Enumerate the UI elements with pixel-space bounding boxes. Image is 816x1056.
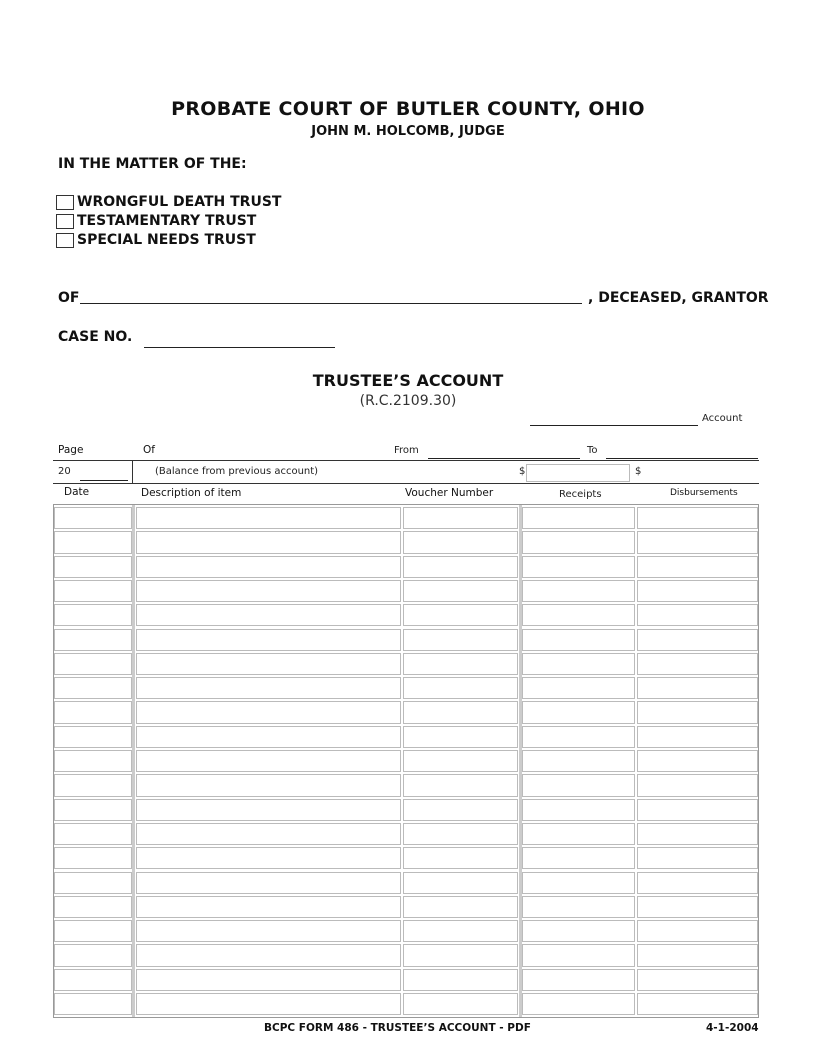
ledger-disbursements-cell[interactable] xyxy=(637,872,758,894)
ledger-date-cell[interactable] xyxy=(54,701,132,723)
receipts-column-header: Receipts xyxy=(559,489,602,500)
wrongful-death-checkbox[interactable] xyxy=(56,195,74,210)
account-title: TRUSTEE’S ACCOUNT xyxy=(312,371,504,390)
ledger-disbursements-cell[interactable] xyxy=(637,847,758,869)
ledger-date-cell[interactable] xyxy=(54,531,132,553)
ledger-voucher-cell[interactable] xyxy=(403,896,518,918)
ledger-date-cell[interactable] xyxy=(54,993,132,1015)
ledger-disbursements-cell[interactable] xyxy=(637,604,758,626)
ledger-date-cell[interactable] xyxy=(54,726,132,748)
ledger-description-cell[interactable] xyxy=(136,653,401,675)
ledger-disbursements-cell[interactable] xyxy=(637,896,758,918)
header-column-divider xyxy=(132,461,133,483)
account-label: Account xyxy=(702,413,743,424)
ledger-date-cell[interactable] xyxy=(54,920,132,942)
of-label: OF xyxy=(58,290,80,306)
ledger-voucher-cell[interactable] xyxy=(403,969,518,991)
ledger-description-cell[interactable] xyxy=(136,507,401,529)
year-field[interactable] xyxy=(80,466,128,481)
ledger-disbursements-cell[interactable] xyxy=(637,823,758,845)
ledger-voucher-cell[interactable] xyxy=(403,580,518,602)
ledger-disbursements-cell[interactable] xyxy=(637,556,758,578)
wrongful-death-label: WRONGFUL DEATH TRUST xyxy=(77,194,282,210)
ledger-description-cell[interactable] xyxy=(136,580,401,602)
ledger-voucher-cell[interactable] xyxy=(403,774,518,796)
ledger-voucher-cell[interactable] xyxy=(403,993,518,1015)
ledger-description-cell[interactable] xyxy=(136,531,401,553)
ledger-disbursements-cell[interactable] xyxy=(637,774,758,796)
ledger-receipts-cell[interactable] xyxy=(522,629,635,651)
ledger-description-cell[interactable] xyxy=(136,774,401,796)
ledger-description-cell[interactable] xyxy=(136,799,401,821)
ledger-voucher-cell[interactable] xyxy=(403,507,518,529)
court-title: PROBATE COURT OF BUTLER COUNTY, OHIO xyxy=(171,98,645,120)
ledger-date-cell[interactable] xyxy=(54,969,132,991)
dollar-sign-receipts: $ xyxy=(519,466,526,477)
ledger-date-cell[interactable] xyxy=(54,629,132,651)
from-label: From xyxy=(394,445,419,456)
ledger-voucher-cell[interactable] xyxy=(403,750,518,772)
page-of-label: Of xyxy=(143,444,155,456)
ledger-date-cell[interactable] xyxy=(54,896,132,918)
ledger-description-cell[interactable] xyxy=(136,993,401,1015)
ledger-voucher-cell[interactable] xyxy=(403,556,518,578)
ledger-description-cell[interactable] xyxy=(136,629,401,651)
from-date-field[interactable] xyxy=(428,444,580,459)
ledger-voucher-cell[interactable] xyxy=(403,653,518,675)
trust-option-testamentary[interactable] xyxy=(56,213,256,229)
ledger-disbursements-cell[interactable] xyxy=(637,726,758,748)
ledger-description-cell[interactable] xyxy=(136,944,401,966)
ledger-description-cell[interactable] xyxy=(136,556,401,578)
page-label: Page xyxy=(58,444,84,456)
ledger-receipts-cell[interactable] xyxy=(522,774,635,796)
ledger-voucher-cell[interactable] xyxy=(403,726,518,748)
ledger-receipts-cell[interactable] xyxy=(522,677,635,699)
header-divider-top xyxy=(53,460,759,461)
ledger-description-cell[interactable] xyxy=(136,701,401,723)
ledger-description-cell[interactable] xyxy=(136,872,401,894)
ledger-disbursements-cell[interactable] xyxy=(637,920,758,942)
ledger-voucher-cell[interactable] xyxy=(403,531,518,553)
ledger-receipts-cell[interactable] xyxy=(522,701,635,723)
matter-label: IN THE MATTER OF THE: xyxy=(58,156,247,172)
grantor-name-field[interactable] xyxy=(80,287,582,304)
ledger-disbursements-cell[interactable] xyxy=(637,993,758,1015)
ledger-receipts-cell[interactable] xyxy=(522,969,635,991)
form-identifier: BCPC FORM 486 - TRUSTEE’S ACCOUNT - PDF xyxy=(264,1022,531,1034)
ledger-receipts-cell[interactable] xyxy=(522,823,635,845)
ledger-receipts-cell[interactable] xyxy=(522,920,635,942)
ledger-receipts-cell[interactable] xyxy=(522,726,635,748)
ledger-disbursements-cell[interactable] xyxy=(637,580,758,602)
ledger-voucher-cell[interactable] xyxy=(403,604,518,626)
to-date-field[interactable] xyxy=(606,444,758,459)
special-needs-label: SPECIAL NEEDS TRUST xyxy=(77,232,256,248)
ledger-date-cell[interactable] xyxy=(54,556,132,578)
ledger-date-cell[interactable] xyxy=(54,847,132,869)
ledger-disbursements-cell[interactable] xyxy=(637,629,758,651)
disbursements-column-header: Disbursements xyxy=(670,488,738,498)
testamentary-checkbox[interactable] xyxy=(56,214,74,229)
to-label: To xyxy=(587,445,598,456)
trust-option-wrongful-death[interactable] xyxy=(56,194,281,210)
ledger-voucher-cell[interactable] xyxy=(403,823,518,845)
ledger-date-cell[interactable] xyxy=(54,774,132,796)
ledger-date-cell[interactable] xyxy=(54,944,132,966)
ledger-voucher-cell[interactable] xyxy=(403,872,518,894)
case-number-field[interactable] xyxy=(144,330,335,348)
ledger-description-cell[interactable] xyxy=(136,750,401,772)
judge-name: JOHN M. HOLCOMB, JUDGE xyxy=(311,124,505,139)
ledger-voucher-cell[interactable] xyxy=(403,701,518,723)
ledger-receipts-cell[interactable] xyxy=(522,580,635,602)
date-column-divider xyxy=(132,505,135,1017)
ledger-disbursements-cell[interactable] xyxy=(637,653,758,675)
description-column-header: Description of item xyxy=(141,487,242,499)
testamentary-label: TESTAMENTARY TRUST xyxy=(77,213,257,229)
ledger-voucher-cell[interactable] xyxy=(403,920,518,942)
ledger-date-cell[interactable] xyxy=(54,580,132,602)
header-divider-bottom xyxy=(53,483,759,484)
ledger-receipts-cell[interactable] xyxy=(522,556,635,578)
ledger-disbursements-cell[interactable] xyxy=(637,944,758,966)
ledger-description-cell[interactable] xyxy=(136,920,401,942)
ledger-disbursements-cell[interactable] xyxy=(637,969,758,991)
ledger-disbursements-cell[interactable] xyxy=(637,507,758,529)
ledger-receipts-cell[interactable] xyxy=(522,872,635,894)
ledger-receipts-cell[interactable] xyxy=(522,944,635,966)
ledger-description-cell[interactable] xyxy=(136,847,401,869)
ledger-description-cell[interactable] xyxy=(136,726,401,748)
ledger-receipts-cell[interactable] xyxy=(522,604,635,626)
ledger-description-cell[interactable] xyxy=(136,969,401,991)
ledger-receipts-cell[interactable] xyxy=(522,531,635,553)
year-prefix: 20 xyxy=(58,466,71,477)
ledger-receipts-cell[interactable] xyxy=(522,507,635,529)
ledger-disbursements-cell[interactable] xyxy=(637,750,758,772)
ledger-voucher-cell[interactable] xyxy=(403,629,518,651)
ledger-voucher-cell[interactable] xyxy=(403,677,518,699)
ledger-description-cell[interactable] xyxy=(136,604,401,626)
ledger-voucher-cell[interactable] xyxy=(403,944,518,966)
account-number-field[interactable] xyxy=(530,410,698,426)
voucher-column-header: Voucher Number xyxy=(405,487,494,499)
ledger-description-cell[interactable] xyxy=(136,896,401,918)
ledger-receipts-cell[interactable] xyxy=(522,799,635,821)
balance-label: (Balance from previous account) xyxy=(155,466,319,477)
trust-option-special-needs[interactable] xyxy=(56,232,256,248)
ledger-disbursements-cell[interactable] xyxy=(637,799,758,821)
special-needs-checkbox[interactable] xyxy=(56,233,74,248)
ledger-receipts-cell[interactable] xyxy=(522,896,635,918)
ledger-disbursements-cell[interactable] xyxy=(637,531,758,553)
ledger-voucher-cell[interactable] xyxy=(403,847,518,869)
ledger-date-cell[interactable] xyxy=(54,823,132,845)
form-revision-date: 4-1-2004 xyxy=(706,1022,759,1034)
ledger-date-cell[interactable] xyxy=(54,872,132,894)
ledger-receipts-cell[interactable] xyxy=(522,993,635,1015)
balance-receipts-field[interactable] xyxy=(526,464,630,482)
statute-reference: (R.C.2109.30) xyxy=(359,393,457,409)
date-column-header: Date xyxy=(64,486,90,498)
ledger-disbursements-cell[interactable] xyxy=(637,701,758,723)
dollar-sign-disbursements: $ xyxy=(635,466,642,477)
ledger-receipts-cell[interactable] xyxy=(522,847,635,869)
ledger-receipts-cell[interactable] xyxy=(522,750,635,772)
ledger-voucher-cell[interactable] xyxy=(403,799,518,821)
ledger-grid xyxy=(53,504,759,1018)
ledger-description-cell[interactable] xyxy=(136,823,401,845)
ledger-date-cell[interactable] xyxy=(54,604,132,626)
ledger-description-cell[interactable] xyxy=(136,677,401,699)
ledger-date-cell[interactable] xyxy=(54,653,132,675)
ledger-date-cell[interactable] xyxy=(54,750,132,772)
ledger-date-cell[interactable] xyxy=(54,799,132,821)
ledger-disbursements-cell[interactable] xyxy=(637,677,758,699)
deceased-grantor-label: , DECEASED, GRANTOR xyxy=(588,290,769,306)
ledger-receipts-cell[interactable] xyxy=(522,653,635,675)
ledger-date-cell[interactable] xyxy=(54,507,132,529)
case-number-label: CASE NO. xyxy=(58,329,133,345)
ledger-date-cell[interactable] xyxy=(54,677,132,699)
